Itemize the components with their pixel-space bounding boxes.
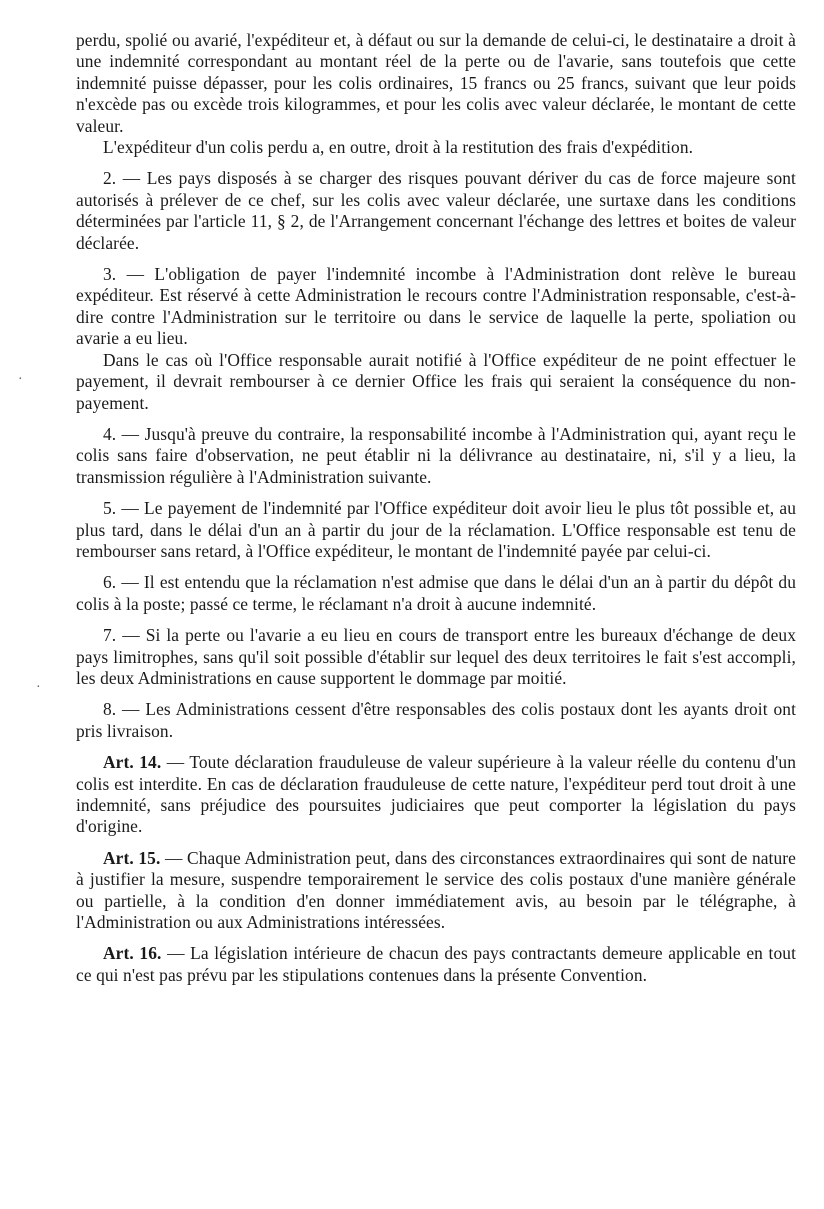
paragraph-text: 8. — Les Administrations cessent d'être responsables des colis postaux dont les ayants droit ont pris livraison.: [76, 699, 796, 741]
article-label: Art. 16.: [103, 943, 162, 964]
article-16: [76, 943, 796, 986]
paragraph-2: [76, 168, 796, 254]
paragraph-text: — Chaque Administration peut, dans des circonstances extraordinaires qui sont de nature à justifier la mesure, suspendre temporairement le service des colis postaux d'une manière générale ou partielle, à la condition d'en donner immédiatement avis, au besoin par le télégraphe, à l'Administration ou aux Administrations intéressées.: [76, 847, 796, 933]
paragraph-expedition-fees: [76, 137, 796, 158]
paragraph-text: — Toute déclaration frauduleuse de valeur supérieure à la valeur réelle du contenu d'un colis est interdite. En cas de déclaration frauduleuse de cette nature, l'expéditeur perd tout droit à une indemnité, sans préjudice des poursuites judiciaires que peut comporter la législation du pays d'origine.: [76, 752, 796, 837]
article-15: [76, 848, 796, 934]
paragraph-text: Dans le cas où l'Office responsable aurait notifié à l'Office expéditeur de ne point effectuer le payement, il devrait rembourser à ce dernier Office les frais qui seraient la conséquence du non-payement.: [76, 349, 796, 413]
paragraph-text: — La législation intérieure de chacun des pays contractants demeure applicable en tout ce qui n'est pas prévu par les stipulations contenues dans la présente Convention.: [76, 943, 797, 985]
paragraph-text: 2. — Les pays disposés à se charger des risques pouvant dériver du cas de force majeure sont autorisés à prélever de ce chef, sur les colis avec valeur déclarée, une surtaxe dans les conditions déterminées par l'article 11, § 2, de l'Arrangement concernant l'échange des lettres et boites de valeur déclarée.: [76, 168, 796, 253]
paragraph-text: 6. — Il est entendu que la réclamation n'est admise que dans le délai d'un an à partir du dépôt du colis à la poste; passé ce terme, le réclamant n'a droit à aucune indemnité.: [76, 572, 796, 614]
paragraph-8: [76, 699, 796, 742]
paragraph-text: L'expéditeur d'un colis perdu a, en outre, droit à la restitution des frais d'expédition.: [103, 137, 694, 158]
paragraph-3: [76, 264, 796, 350]
paragraph-text: 4. — Jusqu'à preuve du contraire, la responsabilité incombe à l'Administration qui, ayant reçu le colis sans faire d'observation, ne peut établir ni la délivrance au destinataire, ni, s'il y a lieu, la transmission régulière à l'Administration suivante.: [76, 423, 796, 487]
paragraph-6: [76, 572, 796, 615]
document-page: [76, 30, 796, 986]
paragraph-4: [76, 424, 796, 488]
paragraph-7: [76, 625, 796, 689]
article-label: Art. 14.: [103, 752, 162, 773]
paragraph-3-continued: [76, 350, 796, 414]
margin-speck: ·: [36, 680, 41, 695]
article-14: [76, 752, 796, 838]
article-label: Art. 15.: [103, 847, 161, 868]
paragraph-text: 3. — L'obligation de payer l'indemnité incombe à l'Administration dont relève le bureau expéditeur. Est réservé à cette Administration le recours contre l'Administration responsable, c'est-à-dire contre l'Administration sur le territoire ou dans le service de laquelle la perte, spoliation ou avarie a eu lieu.: [76, 264, 796, 349]
paragraph-text: perdu, spolié ou avarié, l'expéditeur et, à défaut ou sur la demande de celui-ci, le destinataire a droit à une indemnité correspondant au montant réel de la perte ou de l'avarie, sans toutefois que cette indemnité puisse dépasser, pour les colis ordinaires, 15 francs ou 25 francs, suivant que leur poids n'excède pas ou excède trois kilogrammes, et pour les colis avec valeur déclarée, le montant de cette valeur.: [76, 30, 796, 136]
paragraph-5: [76, 498, 796, 562]
margin-speck: ·: [18, 372, 23, 387]
paragraph-continuation: [76, 30, 796, 137]
paragraph-text: 5. — Le payement de l'indemnité par l'Office expéditeur doit avoir lieu le plus tôt possible et, au plus tard, dans le délai d'un an à partir du jour de la réclamation. L'Office responsable est tenu de rembourser sans retard, à l'Office expéditeur, le montant de l'indemnité payée par celui-ci.: [76, 498, 796, 561]
paragraph-text: 7. — Si la perte ou l'avarie a eu lieu en cours de transport entre les bureaux d'échange de deux pays limitrophes, sans qu'il soit possible d'établir sur lequel des deux territoires le fait s'est accompli, les deux Administrations en cause supportent le dommage par moitié.: [76, 625, 796, 688]
